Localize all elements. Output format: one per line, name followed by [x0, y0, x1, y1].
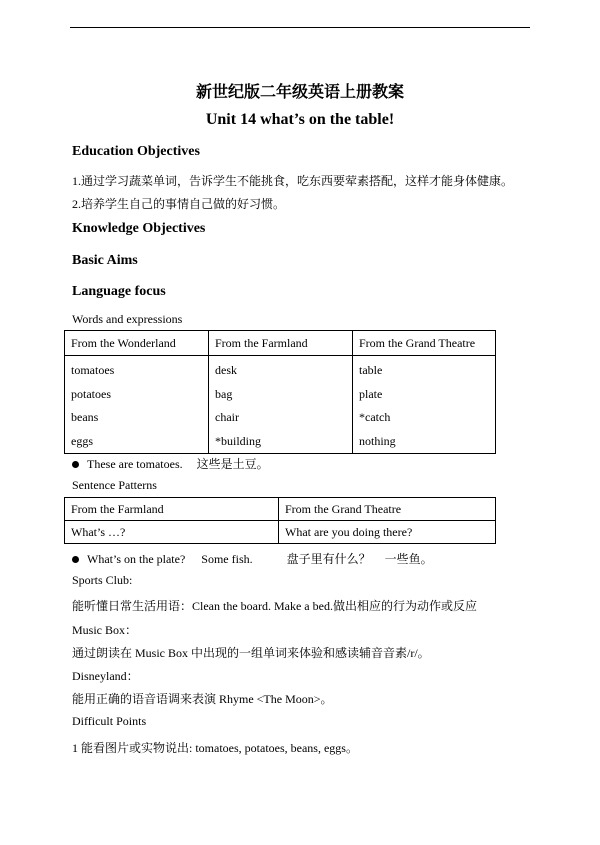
bullet-icon — [72, 556, 79, 563]
words-expressions-label: Words and expressions — [72, 312, 183, 326]
word-cell: beans — [71, 410, 99, 424]
sentence-table-header-row — [65, 498, 496, 521]
basic-aims-heading: Basic Aims — [72, 253, 138, 268]
word-cell: nothing — [359, 433, 396, 448]
word-cell: tomatoes — [71, 363, 115, 377]
disneyland-text: 能用正确的语音语调来表演 Rhyme <The Moon>。 — [72, 692, 333, 706]
bullet-example-2-cn-question: 盘子里有什么？ — [286, 552, 371, 566]
words-table-column-wonderland — [65, 356, 209, 454]
word-cell: *building — [215, 433, 262, 448]
music-box-label: Music Box： — [72, 623, 138, 637]
word-cell: bag — [215, 386, 233, 401]
word-cell: desk — [215, 363, 237, 377]
sentence-table — [64, 497, 496, 544]
sentence-table-header-cell: From the Grand Theatre — [279, 498, 496, 521]
sentence-table-row — [65, 521, 496, 544]
bullet-example-2-cn-answer: 一些鱼。 — [384, 552, 433, 566]
disneyland-label: Disneyland： — [72, 669, 139, 683]
sentence-patterns-label: Sentence Patterns — [72, 478, 157, 492]
difficult-points-heading: Difficult Points — [72, 714, 147, 728]
education-objective-2: 2.培养学生自己的事情自己做的好习惯。 — [72, 197, 286, 211]
top-rule — [70, 27, 530, 28]
word-cell: plate — [359, 386, 383, 401]
document-title-unit: Unit 14 what’s on the table! — [205, 111, 395, 128]
word-cell: *catch — [359, 410, 391, 424]
bullet-example-1-en: These are tomatoes. — [87, 457, 183, 471]
words-table-column-grand-theatre — [353, 356, 496, 454]
sentence-table-cell: What are you doing there? — [279, 521, 496, 544]
word-cell: chair — [215, 410, 239, 424]
education-objective-1: 1.通过学习蔬菜单词，告诉学生不能挑食，吃东西要荤素搭配，这样才能身体健康。 — [72, 174, 514, 188]
education-objectives-heading: Education Objectives — [72, 144, 200, 159]
sentence-table-cell: What’s …? — [65, 521, 279, 544]
words-table-header-cell: From the Wonderland — [65, 331, 209, 356]
bullet-icon — [72, 461, 79, 468]
language-focus-heading: Language focus — [72, 284, 166, 299]
words-table-column-farmland — [209, 356, 353, 454]
bullet-example-2-question: What’s on the plate? — [87, 552, 186, 566]
words-table-header-cell: From the Grand Theatre — [353, 331, 496, 356]
word-cell: table — [359, 363, 383, 377]
sports-club-label: Sports Club: — [72, 573, 133, 587]
words-table-header-row — [65, 331, 496, 356]
bullet-example-1 — [72, 455, 269, 472]
words-table — [64, 330, 496, 454]
word-cell: potatoes — [71, 386, 111, 401]
sentence-table-header-cell: From the Farmland — [65, 498, 279, 521]
word-cell: eggs — [71, 433, 93, 448]
knowledge-objectives-heading: Knowledge Objectives — [72, 221, 206, 236]
bullet-example-2-answer: Some fish. — [201, 552, 253, 566]
document-title-chinese: 新世纪版二年级英语上册教案 — [195, 84, 404, 101]
words-table-body-row — [65, 356, 496, 454]
words-table-header-cell: From the Farmland — [209, 331, 353, 356]
bullet-example-1-cn: 这些是土豆。 — [196, 457, 269, 471]
sports-club-text: 能听懂日常生活用语：Clean the board. Make a bed.做出相应的行为动作或反应 — [72, 599, 477, 613]
difficult-point-1: 1 能看图片或实物说出: tomatoes, potatoes, beans, eggs。 — [72, 741, 358, 755]
bullet-example-2 — [72, 550, 433, 567]
music-box-text: 通过朗读在 Music Box 中出现的一组单词来体验和感读辅音音素/r/。 — [72, 646, 430, 660]
